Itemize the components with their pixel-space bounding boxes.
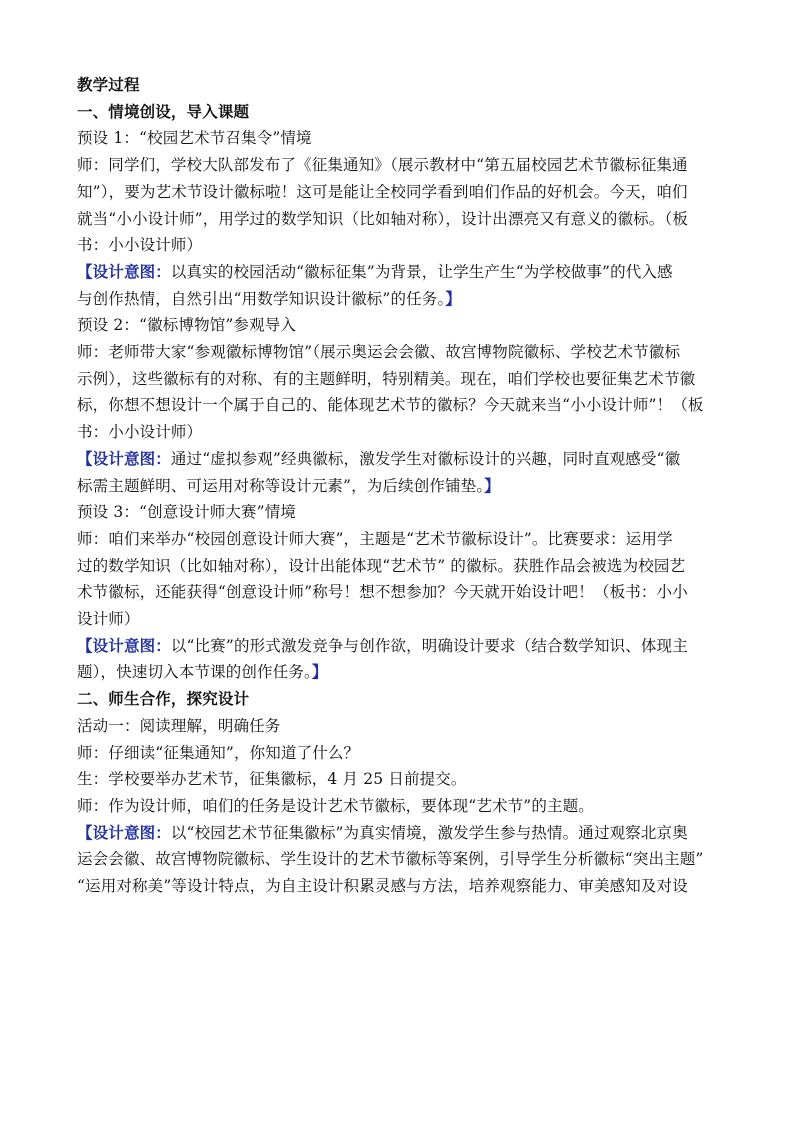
preset2-intent-line-1 [77,446,734,473]
page-title: 教学过程 [77,75,140,94]
activity1-line-2: 生：学校要举办艺术节，征集徽标，4 月 25 日前提交。 [77,770,467,789]
preset1-intent-label: 【设计意图： [77,261,171,281]
preset1-title: 预设 1：“校园艺术节召集令”情境 [77,129,312,148]
preset2-intent-label: 【设计意图： [77,448,171,468]
preset3-intent-label: 【设计意图： [77,635,171,655]
activity1-title: 活动一：阅读理解，明确任务 [77,716,281,735]
preset2-intent-text-1: 通过“虚拟参观”经典徽标，激发学生对徽标设计的兴趣，同时直观感受“徽 [170,449,681,468]
preset3-teacher-line-2: 过的数学知识（比如轴对称），设计出能体现“艺术节” 的徽标。获胜作品会被选为校园艺 [77,556,686,575]
preset3-title: 预设 3：“创意设计师大赛”情境 [77,503,297,522]
preset3-teacher-line-1: 师：咱们来举办“校园创意设计师大赛”，主题是“艺术节徽标设计”。比赛要求：运用学 [77,529,673,548]
preset3-teacher-line-3: 术节徽标，还能获得“创意设计师”称号！想不想参加？今天就开始设计吧！（板书：小小 [77,583,688,602]
preset1-teacher-line-1: 师：同学们，学校大队部发布了《征集通知》（展示教材中“第五届校园艺术节徽标征集通 [77,156,688,175]
activity1-intent-text-1: 以“校园艺术节征集徽标”为真实情境，激发学生参与热情。通过观察北京奥 [170,823,688,842]
activity1-intent-line-2: 运会会徽、故宫博物院徽标、学生设计的艺术节徽标等案例，引导学生分析徽标“突出主题” [77,850,704,869]
preset2-teacher-line-3: 标，你想不想设计一个属于自己的、能体现艺术节的徽标？今天就来当“小小设计师”！（板 [77,396,704,415]
activity1-intent-line-1 [77,820,734,847]
preset1-teacher-line-3: 就当“小小设计师”，用学过的数学知识（比如轴对称），设计出漂亮又有意义的徽标。（板 [77,209,689,228]
preset3-intent-line-1 [77,633,734,660]
preset3-intent-text-2: 题），快速切入本节课的创作任务。 [77,663,312,682]
preset3-intent-line-2 [77,659,734,686]
section2-heading: 二、师生合作，探究设计 [77,689,250,709]
preset2-intent-end: 】 [484,475,500,495]
preset2-teacher-line-2: 示例），这些徽标有的对称、有的主题鲜明，特别精美。现在，咱们学校也要征集艺术节徽 [77,369,696,388]
preset3-intent-end: 】 [311,662,328,682]
preset2-teacher-line-1: 师：老师带大家“参观徽标博物馆”（展示奥运会会徽、故宫博物院徽标、学校艺术节徽标 [77,343,681,362]
preset1-teacher-line-4: 书：小小设计师） [77,236,203,255]
activity1-intent-label: 【设计意图： [77,822,171,842]
preset1-intent-text-2: 与创作热情，自然引出“用数学知识设计徽标”的任务。 [77,289,446,308]
preset3-teacher-line-4: 设计师） [77,610,140,629]
preset2-title: 预设 2：“徽标博物馆”参观导入 [77,316,297,335]
section1-heading: 一、情境创设，导入课题 [77,101,250,121]
preset1-intent-line-2 [77,286,734,313]
activity1-line-1: 师：仔细读“征集通知”，你知道了什么？ [77,743,360,762]
activity1-line-3: 师：作为设计师，咱们的任务是设计艺术节徽标，要体现“艺术节”的主题。 [77,796,594,815]
preset2-teacher-line-4: 书：小小设计师） [77,423,203,442]
preset1-teacher-line-2: 知”），要为艺术节设计徽标啦！这可是能让全校同学看到咱们作品的好机会。今天，咱们 [77,182,688,201]
preset2-intent-text-2: 标需主题鲜明、可运用对称等设计元素”，为后续创作铺垫。 [77,476,485,495]
preset3-intent-text-1: 以“比赛”的形式激发竞争与创作欲，明确设计要求（结合数学知识、体现主 [170,636,688,655]
preset2-intent-line-2 [77,473,734,500]
preset1-intent-line-1 [77,259,734,286]
preset1-intent-end: 】 [445,288,462,308]
activity1-intent-line-3: “运用对称美”等设计特点，为自主设计积累灵感与方法，培养观察能力、审美感知及对设 [77,877,688,896]
preset1-intent-text-1: 以真实的校园活动“徽标征集”为背景，让学生产生“为学校做事”的代入感 [170,262,673,281]
